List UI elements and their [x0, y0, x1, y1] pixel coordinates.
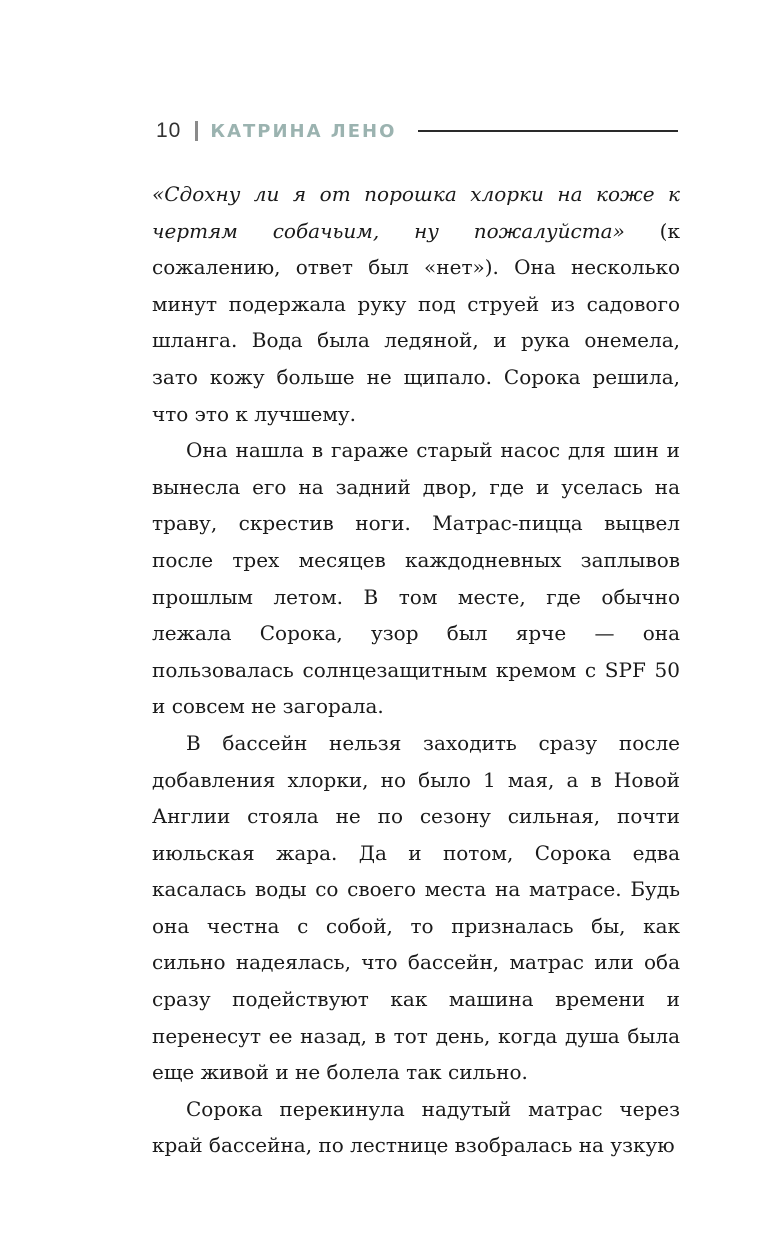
paragraph-1-text: (к сожалению, ответ был «нет»). Она несколько минут подержала руку под струей из садового шланга. Вода была ледяной, и рука онемела, зато кожу больше не щипало. Сорока решила, что это к лучшему. [152, 218, 680, 426]
page-number: 10 [156, 119, 182, 142]
paragraph-3: В бассейн нельзя заходить сразу после добавления хлорки, но было 1 мая, а в Новой Англии стояла не по сезону сильная, почти июльская жара. Да и потом, Сорока едва касалась воды со своего места на матрасе. Будь она честна с собой, то призналась бы, как сильно надеялась, что бассейн, матрас или оба сразу подействуют как машина времени и перенесут ее назад, в тот день, когда душа была еще живой и не болела так сильно. [152, 730, 680, 1085]
running-title-author: КАТРИНА ЛЕНО [210, 120, 397, 142]
body-text [152, 176, 680, 1164]
page-header [156, 117, 678, 145]
italic-quote: «Сдохну ли я от порошка хлорки на коже к чертям собачьим, ну пожалуйста» [152, 182, 680, 243]
paragraph-2: Она нашла в гараже старый насос для шин и вынесла его на задний двор, где и уселась на траву, скрестив ноги. Матрас-пицца выцвел после трех месяцев каждодневных заплывов прошлым летом. В том месте, где обычно лежала Сорока, узор был ярче — она пользовалась солнцезащитным кремом с SPF 50 и совсем не загорала. [152, 438, 680, 719]
paragraph-4: Сорока перекинула надутый матрас через край бассейна, по лестнице взобралась на узкую [152, 1096, 680, 1158]
header-rule [418, 130, 678, 132]
paragraph-1 [152, 176, 680, 432]
header-separator [195, 121, 198, 141]
